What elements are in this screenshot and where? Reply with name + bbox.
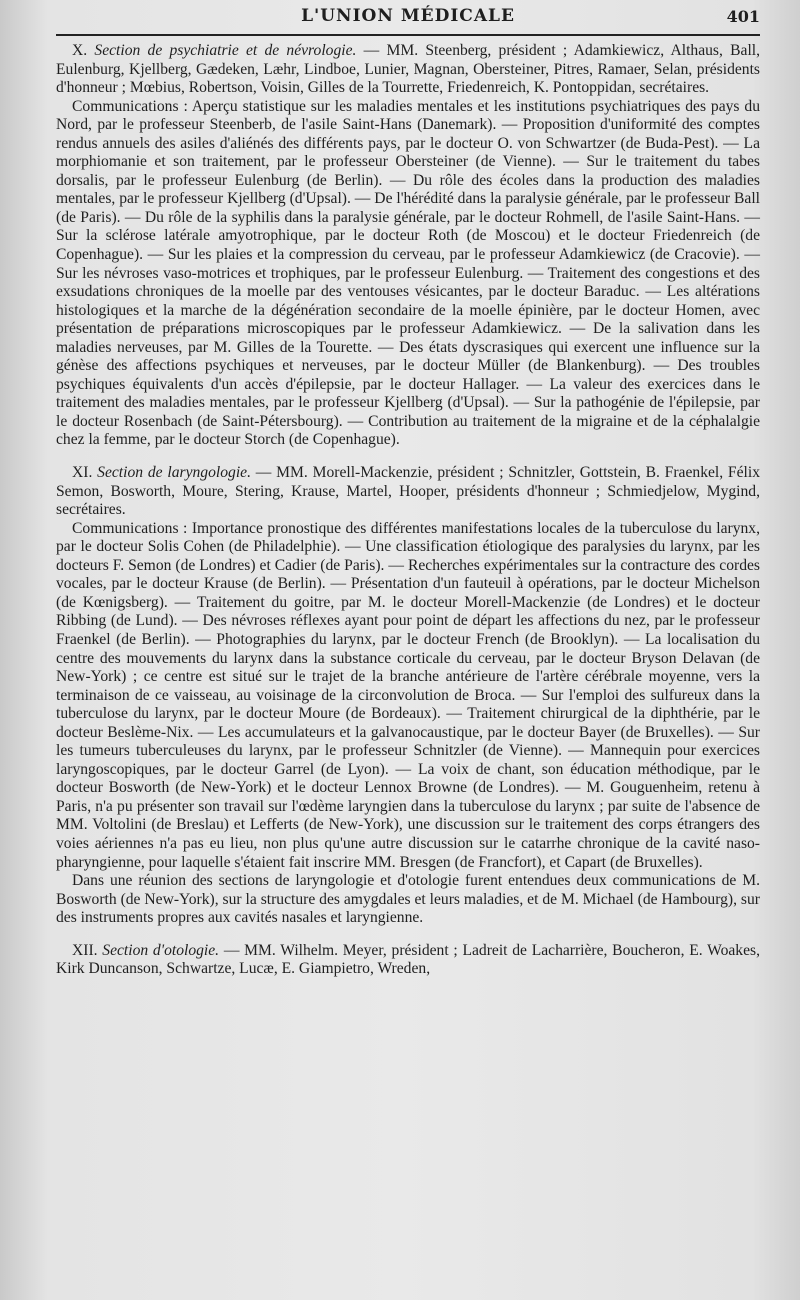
page-number: 401 bbox=[726, 7, 760, 26]
section-members: — MM. Morell-Mackenzie, président ; Schnitzler, Gottstein, B. Fraenkel, Félix Semon, Bosworth, Moure, Stering, Krause, Martel, Hooper, présidents d'honneur ; Schmiedjelow, Mygind, secrétaires. bbox=[56, 464, 760, 519]
section-numeral: XII. bbox=[72, 941, 98, 959]
body-text bbox=[56, 42, 760, 979]
section-title: Section de laryngologie. bbox=[97, 464, 251, 482]
section-members: — MM. Wilhelm. Meyer, président ; Ladreit de Lacharrière, Boucheron, E. Woakes, Kirk Duncanson, Schwartze, Lucæ, E. Giampietro, Wreden, bbox=[56, 941, 760, 978]
section-numeral: XI. bbox=[72, 464, 93, 482]
section-numeral: X. bbox=[72, 42, 88, 59]
section-xi-communications: Communications : Importance pronostique des différentes manifestations locales de la tuberculose du larynx, par le docteur Solis Cohen (de Philadelphie). — Une classification étiologique des paralysies du larynx, par les docteurs F. Semon (de Londres) et Cadier (de Paris). — Recherches expérimentales sur la contracture des cordes vocales, par le docteur Krause (de Berlin). — Présentation d'un fauteuil à opérations, par le docteur Michelson (de Kœnigsberg). — Traitement du goitre, par M. le docteur Morell-Mackenzie (de Londres) et le docteur Ribbing (de Lund). — Des névroses réflexes ayant pour point de départ les affections du nez, par le professeur Fraenkel (de Berlin). — Photographies du larynx, par le docteur French (de Brooklyn). — La localisation du centre des mouvements du larynx dans la substance corticale du cerveau, par le docteur Bryson Delavan (de New-York) ; ce centre est situé sur le trajet de la branche antérieure de l'artère cérébrale moyenne, vers la terminaison de ce vaisseau, au voisinage de la circonvolution de Broca. — Sur l'emploi des sulfureux dans la tuberculose du larynx, par le docteur Moure (de Bordeaux). — Traitement chirurgical de la diphthérie, par le docteur Beslème-Nix. — Les accumulateurs et la galvanocaustique, par le docteur Bayer (de Bruxelles). — Sur les tumeurs tuberculeuses du larynx, par le professeur Schnitzler (de Vienne). — Mannequin pour exercices laryngoscopiques, par le docteur Garrel (de Lyon). — La voix de chant, son éducation méthodique, par le docteur Bosworth (de New-York) et le docteur Lennox Browne (de Londres). — M. Gouguenheim, retenu à Paris, n'a pu présenter son travail sur l'œdème laryngien dans la tuberculose du larynx ; par suite de l'absence de MM. Voltolini (de Breslau) et Lefferts (de New-York), une discussion sur le traitement des corps étrangers des voies aériennes n'a pas eu lieu, non plus qu'une autre discussion sur le catarrhe chronique de la cavité naso-pharyngienne, pour laquelle s'étaient fait inscrire MM. Bresgen (de Francfort), et Capart (de Bruxelles). bbox=[56, 519, 760, 871]
section-members: — MM. Steenberg, président ; Adamkiewicz, Althaus, Ball, Eulenburg, Kjellberg, Gædeken, Læhr, Lindboe, Lunier, Magnan, Obersteiner, Pitres, Ramaer, Selan, présidents d'honneur ; Mœbius, Robertson, Voisin, Gilles de la Tourrette, Friedenreich, K. Pontoppidan, secrétaires. bbox=[56, 42, 761, 97]
section-x-communications: Communications : Aperçu statistique sur les maladies mentales et les institutions psychiatriques des pays du Nord, par le professeur Steenberb, de l'asile Saint-Hans (Danemark). — Proposition d'uniformité des comptes rendus annuels des asiles d'aliénés des différents pays, par le docteur O. von Schwartzer (de Buda-Pest). — La morphiomanie et son traitement, par le professeur Obersteiner (de Vienne). — Sur le traitement du tabes dorsalis, par le professeur Eulenburg (de Berlin). — Du rôle des écoles dans la production des maladies mentales, par le professeur Kjellberg (d'Upsal). — De l'hérédité dans la paralysie générale, par le professeur Ball (de Paris). — Du rôle de la syphilis dans la paralysie générale, par le docteur Rohmell, de l'asile Saint-Hans. — Sur la sclérose latérale amyotrophique, par le docteur Roth (de Moscou) et le docteur Friedenreich (de Copenhague). — Sur les plaies et la compression du cerveau, par le professeur Adamkiewicz (de Cracovie). — Sur les névroses vaso-motrices et trophiques, par le professeur Eulenburg. — Traitement des congestions et des exsudations chroniques de la moelle par des ventouses vésicantes, par le docteur Baraduc. — Les altérations histologiques et la marche de la dégénération secondaire de la moelle épinière, par le docteur Homen, avec présentation de préparations microscopiques par le professeur Adamkiewicz. — De la salivation dans les maladies nerveuses, par M. Gilles de la Tourette. — Des états dyscrasiques qui exercent une influence sur la génèse des affections psychiques et nerveuses, par le docteur Müller (de Blankenburg). — Des troubles psychiques équivalents d'un accès d'épilepsie, par le docteur Hallager. — La valeur des exercices dans le traitement des maladies mentales, par le professeur Kjellberg (d'Upsal). — Sur la pathogénie de l'épilepsie, par le docteur Rosenbach (de Saint-Pétersbourg). — Contribution au traitement de la migraine et de la céphalalgie chez la femme, par le docteur Storch (de Copenhague). bbox=[56, 97, 760, 449]
running-title: L'UNION MÉDICALE bbox=[301, 6, 515, 26]
section-x-heading-paragraph bbox=[56, 42, 760, 98]
section-xii-heading-paragraph bbox=[56, 942, 760, 979]
section-title: Section de psychiatrie et de névrologie. bbox=[94, 42, 357, 59]
page-header bbox=[56, 0, 760, 36]
section-title: Section d'otologie. bbox=[102, 941, 220, 959]
section-xi-joint-meeting: Dans une réunion des sections de laryngologie et d'otologie furent entendues deux communications de M. Bosworth (de New-York), sur la structure des amygdales et leurs maladies, et de M. Michael (de Hambourg), sur des instruments propres aux cavités nasales et laryngienne. bbox=[56, 872, 760, 927]
section-xi-heading-paragraph bbox=[56, 464, 760, 520]
